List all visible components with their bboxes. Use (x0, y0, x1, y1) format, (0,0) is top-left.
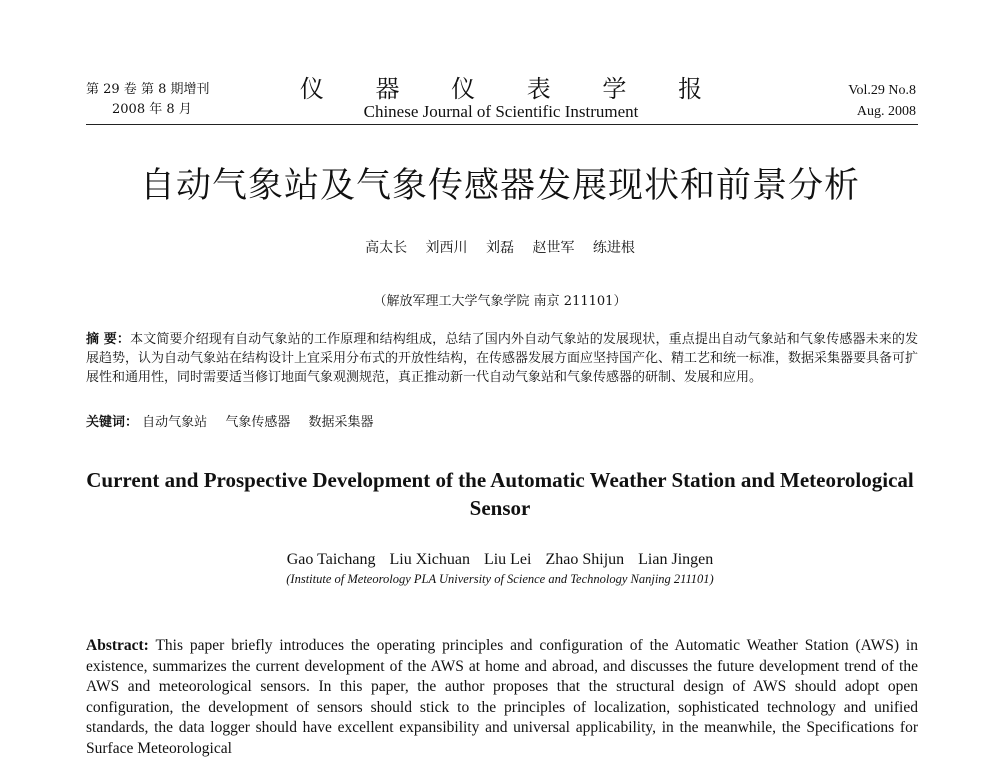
abstract-cn (86, 330, 918, 387)
keyword-cn: 自动气象站 (142, 415, 208, 430)
date-cn: 2008 年 8 月 (112, 102, 192, 117)
title-cn: 自动气象站及气象传感器发展现状和前景分析 (139, 166, 860, 206)
authors-cn: 高太长 刘西川 刘磊 赵世军 练进根 (365, 240, 635, 256)
volume-issue-en: Vol.29 No.8 (848, 83, 916, 98)
author-en: Lian Jingen (638, 551, 714, 568)
title-en: Current and Prospective Development of the Automatic Weather Station and Meteorological Sensor (86, 468, 914, 520)
author-en: Gao Taichang (286, 551, 376, 568)
journal-name-cn: 仪 器 仪 表 学 报 (299, 75, 725, 103)
affiliation-cn: （解放军理工大学气象学院 南京 211101） (373, 294, 627, 309)
abstract-en-label: Abstract: (86, 637, 149, 654)
abstract-en (86, 636, 918, 759)
author-en: Zhao Shijun (545, 551, 625, 568)
journal-name-en: Chinese Journal of Scientific Instrument (363, 102, 639, 121)
keyword-cn: 数据采集器 (308, 415, 374, 430)
header-rule (86, 124, 918, 125)
header-right (848, 80, 916, 122)
keyword-cn: 气象传感器 (225, 415, 291, 430)
author-en: Liu Xichuan (389, 551, 470, 568)
journal-header (86, 75, 916, 124)
abstract-cn-text: 本文简要介绍现有自动气象站的工作原理和结构组成，总结了国内外自动气象站的发展现状，重点提出自动气象站和气象传感器未来的发展趋势，认为自动气象站在结构设计上宜采用分布式的开放性结构，在传感器发展方面应坚持国产化、精工艺和统一标准，数据采集器要具备可扩展性和通用性，同时需要适当修订地面气象观测规范，真正推动新一代自动气象站和气象传感器的研制、发展和应用。 (86, 332, 919, 385)
abstract-en-text: This paper briefly introduces the operating principles and configuration of the Automatic Weather Station (AWS) in existence, summarizes the current development of the AWS at home and abroad, and discusses the future development trend of the AWS and meteorological sensors. In this paper, the author proposes that the structural design of AWS should adopt open configuration, the development of sensors should stick to the principles of localization, sophisticated technology and unified standards, the data logger should have excellent expansibility and universal applicability, in the meanwhile, the Specifications for Surface Meteorological (86, 637, 918, 757)
author-en: Liu Lei (483, 551, 532, 568)
affiliation-en: (Institute of Meteorology PLA University of Science and Technology Nanjing 211101) (286, 572, 714, 586)
keywords-cn-label: 关键词： (86, 415, 139, 430)
authors-en (0, 550, 1000, 570)
keywords-cn (86, 413, 387, 432)
volume-issue-cn: 第 29 卷 第 8 期增刊 (86, 82, 210, 97)
date-en: Aug. 2008 (856, 104, 916, 119)
header-center (86, 76, 916, 122)
abstract-cn-label: 摘 要： (86, 332, 131, 347)
